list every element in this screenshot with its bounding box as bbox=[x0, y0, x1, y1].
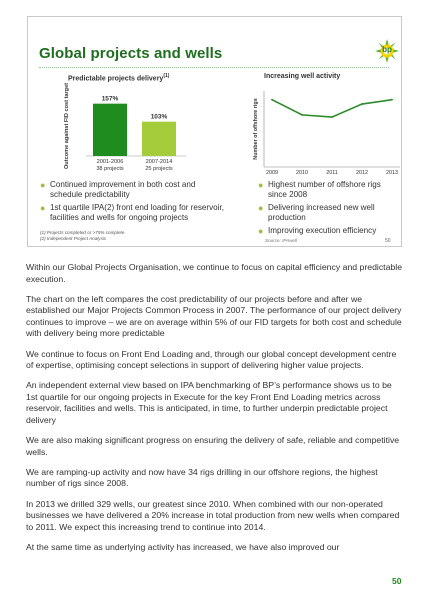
right-bullet-item bbox=[258, 180, 398, 200]
left-bullet-text: Continued improvement in both cost and schedule predictability bbox=[50, 180, 196, 199]
line-x-tick-label: 2010 bbox=[296, 170, 308, 176]
bar-category-sublabel: 38 projects bbox=[96, 166, 124, 172]
line-chart bbox=[248, 83, 403, 177]
line-y-axis-label: Number of offshore rigs bbox=[253, 98, 259, 160]
left-panel-title-text: Predictable projects delivery bbox=[68, 75, 164, 83]
source-note: Source: IPAwell bbox=[265, 238, 298, 243]
slide bbox=[27, 16, 402, 247]
right-bullet-item bbox=[258, 226, 398, 236]
line-x-tick-label: 2011 bbox=[326, 170, 338, 176]
body-paragraph: In 2013 we drilled 329 wells, our greatest since 2010. When combined with our non-operated businesses we have delivered a 20% increase in total production from new wells when compared to 2011. We expect this increasing trend to continue into 2014. bbox=[26, 498, 400, 532]
body-paragraph: We are ramping-up activity and now have 34 rigs drilling in our offshore regions, the highest number of rigs since 2008. bbox=[26, 466, 378, 489]
right-bullet-item bbox=[258, 203, 398, 223]
right-panel-title: Increasing well activity bbox=[264, 73, 341, 80]
title-divider bbox=[39, 67, 389, 69]
line-point bbox=[331, 116, 333, 118]
right-bullet-text: Highest number of offshore rigs since 2008 bbox=[268, 180, 381, 199]
bp-logo-text: bp bbox=[382, 45, 392, 54]
footnote: (1) Projects completed or >75% complete bbox=[40, 230, 125, 235]
body-paragraph: At the same time as underlying activity has increased, we have also improved our bbox=[26, 541, 340, 552]
body-text bbox=[26, 262, 404, 562]
bullet-dot-icon: ● bbox=[258, 203, 264, 213]
right-bullet-text: Improving execution efficiency bbox=[268, 226, 377, 235]
body-paragraph: The chart on the left compares the cost predictability of our projects before and after we established our Major Projects Common Process in 2007. The performance of our project delivery continues to improve – we are on average within 5% of our FID targets for both cost and schedule with delivery being more predictable bbox=[26, 293, 402, 339]
bar-chart bbox=[28, 79, 208, 177]
body-paragraph: An independent external view based on IPA benchmarking of BP’s performance shows us to be 1st quartile for our ongoing projects in Execute for the key Front End Loading metrics across reservoir, facilities and wells. This is anticipated, in time, to further underpin predictable project delivery bbox=[26, 380, 392, 426]
bar-y-axis-label: Outcome against FID cost target bbox=[64, 82, 70, 170]
body-paragraph: We continue to focus on Front End Loading and, through our global concept development centre of expertise, optimising concept selections in support of delivering higher value projects. bbox=[26, 348, 397, 371]
right-bullet-list bbox=[258, 180, 398, 239]
left-bullet-item bbox=[40, 203, 225, 223]
line-x-tick-label: 2009 bbox=[266, 170, 278, 176]
line-point bbox=[361, 103, 363, 105]
series-line bbox=[272, 100, 392, 117]
bar-data-label: 157% bbox=[101, 95, 119, 103]
right-bullet-text: Delivering increased new well production bbox=[268, 203, 375, 222]
slide-page-number: 50 bbox=[385, 238, 391, 244]
bar-category-label: 2007-2014 bbox=[145, 159, 173, 165]
bar bbox=[93, 104, 127, 156]
left-bullet-item bbox=[40, 180, 225, 200]
bar-category-sublabel: 25 projects bbox=[145, 166, 173, 172]
left-bullet-text: 1st quartile IPA(2) front end loading for reservoir, facilities and wells for ongoing projects bbox=[50, 203, 224, 222]
line-x-tick-label: 2013 bbox=[386, 170, 398, 176]
bullet-dot-icon: ● bbox=[40, 203, 46, 213]
bar bbox=[142, 122, 176, 156]
left-panel-title-sup: (1) bbox=[163, 73, 170, 79]
page-number: 50 bbox=[392, 576, 402, 586]
line-point bbox=[391, 99, 393, 101]
line-point bbox=[301, 114, 303, 116]
bar-category-label: 2001-2006 bbox=[96, 159, 124, 165]
footnotes bbox=[40, 230, 124, 242]
bar-data-label: 103% bbox=[150, 113, 168, 121]
footnote: (2) Independent Project Analysis bbox=[40, 236, 107, 241]
left-bullet-list bbox=[40, 180, 225, 226]
body-paragraph: We are also making significant progress on ensuring the delivery of safe, reliable and competitive wells. bbox=[26, 435, 400, 457]
bullet-dot-icon: ● bbox=[40, 180, 46, 190]
bullet-dot-icon: ● bbox=[258, 226, 264, 236]
line-x-tick-label: 2012 bbox=[356, 170, 368, 176]
body-paragraph: Within our Global Projects Organisation, we continue to focus on capital efficiency and predictable execution. bbox=[26, 262, 403, 284]
bullet-dot-icon: ● bbox=[258, 180, 264, 190]
line-point bbox=[271, 99, 273, 101]
slide-title: Global projects and wells bbox=[39, 45, 223, 62]
